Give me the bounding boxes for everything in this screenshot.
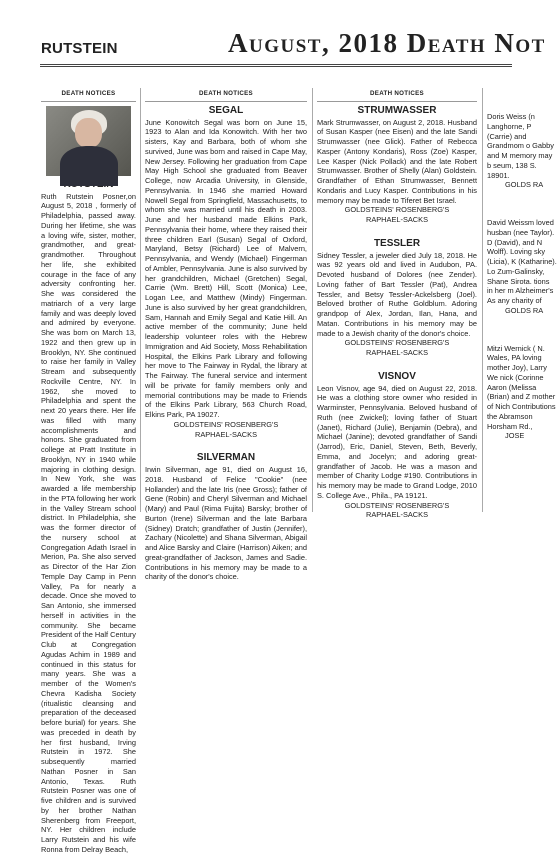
- funeral-home-line: GOLDSTEINS' ROSENBERG'S: [344, 205, 450, 215]
- funeral-home-line: RAPHAEL-SACKS: [365, 215, 429, 224]
- obituary-name-segal: SEGAL: [208, 104, 244, 116]
- portrait-photo: [46, 106, 131, 176]
- funeral-home-line: GOLDSTEINS' ROSENBERG'S: [344, 500, 450, 510]
- obituary-name-silverman: SILVERMAN: [196, 452, 256, 464]
- obituary-text-wernick: Mitzi Wernick ( N. Wales, PA loving mother Joy), Larry We nick (Corinne Aaron (Melissa (Brian) and Z mother of Nich Contributions the Abramson Horsham Rd.,: [487, 343, 556, 431]
- obituary-text-weissman: David Weissm loved husban (nee Taylor). D (David), and N Wolff). Loving sky (Licia), K (Katharine). Lo Zum-Galinsky, Shane Sirota. tions in her m Alzheimer's As any charity of: [487, 218, 557, 305]
- column-divider: [140, 88, 141, 512]
- section-label: DEATH NOTICES: [41, 88, 136, 102]
- funeral-home-line: JOSE: [505, 431, 525, 441]
- column-segal-silverman: [145, 88, 307, 582]
- page-title: August, 2018 Death Not: [228, 28, 546, 58]
- header-rule-2: [40, 66, 512, 67]
- column-partial-right: [487, 112, 557, 532]
- column-divider: [482, 88, 483, 512]
- obituary-text-tessler: Sidney Tessler, a jeweler died July 18, 2018. He was 92 years old and lived in Audubon, PA. Devoted husband of Dolores (nee Zender). Loving father of Bart Tessler (Pat), Andrea Tessler, and Betsy Tessler-Ackelsberg (Joel). Beloved brother of Ruthe Goldblum. Adoring grandpop of Alex, Jordan, Ilan, Hana, and Matan. Contributions in his memory may be made to a Jewish charity of the donor's choice.: [317, 250, 477, 338]
- obituary-name-tessler: TESSLER: [373, 237, 421, 249]
- column-divider: [312, 88, 313, 512]
- funeral-home-line: GOLDS RA: [505, 180, 544, 190]
- obituary-text-strumwasser: Mark Strumwasser, on August 2, 2018. Husband of Susan Kasper (nee Eisen) and the late Sandi Strumwasser (nee Glick). Father of Rebecca Kasper (Antony Kondaris), Ross (Zoe) Kasper, Lee Kasper (Nick Pollack) and the late Robert Strumwasser. Brother of Shelly (Alan) Goldstein. Grandfather of Ethan Strumwasser, Bennett Kondaris and Lucy Kasper. Contributions in his memory may be made to Tiferet Bet Israel.: [317, 117, 477, 205]
- header-rule: [40, 64, 512, 65]
- funeral-home-line: RAPHAEL-SACKS: [194, 429, 258, 439]
- funeral-home-line: RAPHAEL-SACKS: [365, 510, 429, 520]
- obituary-name-visnov: VISNOV: [378, 370, 416, 382]
- obituary-text-rutstein: Ruth Rutstein Posner,on August 5, 2018 , formerly of Philadelphia, passed away. During her lifetime, she was a loving wife, sister, mother, grandmother, and great-grandmother. Throughout her life, she exhibited courage in the face of any adversity confronting her. She was considered the matriarch of a very large family and was deeply loved and admired by everyone. She was born on March 13, 1922 and then grew up in Brooklyn, NY. She continued to raise her family in Valley Stream and subsequently Rockville Centre, NY. In 1962, she moved to Philadelphia and spent the next 20 years there. Her life was filled with many accomplishments and honors. She graduated from college at Pratt Institute in Brooklyn, NY in 1940 while majoring in clothing design. In New York, she was awarded a life membership in the PTA following her work in the Valley Stream school district. In Philadelphia, she was the former director of the nursery school at Congregation Adath Israel in Merion, Pa. She also served as Director of the Har Zion Temple Day Camp in Penn Valley, Pa for nearly a decade. Once she moved to San Antonio, she immersed herself in activities in the community. She became President of the Half Century Club at Congregation Agudas Achim in 1989 and continued in this status for many years. She was a member of the Women's Chevra Kadisha Society (ritualistic cleansing and preparation of the deceased before burial) for years. She was preceded in death by her first husband, Irving Rutstein in 1972. She subsequently married Nathan Posner in San Antonio, Texas. Ruth Rutstein Posner was one of five children and is survived by her brother Nathan Sherenberg from Freeport, NY. Her children include Larry Rutstein and his wife Ronna from Delray Beach,: [41, 191, 136, 854]
- column-strumwasser-tessler-visnov: [317, 88, 477, 520]
- funeral-home-line: GOLDSTEINS' ROSENBERG'S: [173, 419, 279, 429]
- page-header-name: RUTSTEIN: [41, 40, 118, 57]
- obituary-name-strumwasser: STRUMWASSER: [357, 104, 437, 116]
- obituary-text-visnov: Leon Visnov, age 94, died on August 22, 2018. He was a clothing store owner who resided in Warminster, Pennsylvania. Beloved husband of Ruth (nee Zwickel); loving father of Stuart (Janet), Richard (Julie), Benjamin (Debra), and Michael (Janine); devoted grandfather of Sandi (Jarrod), Eric, Daniel, Steven, Beth, Beverly, Emma, and Jocelyn; and adoring great-grandfather of Jacob. He was a mason and member of Charity Lodge #190. Contributions in his memory may be made to Grand Lodge, 2010 S. College Ave., Phila., PA 19121.: [317, 383, 477, 500]
- obituary-text-segal: June Konowitch Segal was born on June 15, 1923 to Alan and Ida Konowitch. With her two sisters, Kay and Barbara, both of whom she survived, June was born and raised in Cape May, New Jersey. Following her graduation from Cape May High School she graduated from Beaver College, now Arcadia University, in Glenside, Pennsylvania. In 1946 she married Howard Nowell Segal from Springfield, Massachusetts, to whom she was married until his death in 2003. June and her husband made Elkins Park, Pennsylvania their home, where they raised their three children Earl (Susan) Segal of Oxford, Maryland, Betsy (Richard) Lee of Malvern, Pennsylvania, and Wendy (Michael) Fingerman of Ambler, Pennsylvania. June is also survived by her grandchildren, Michael (Gretchen) Segal, Carrie (Wm. Brett) Hill, Scott (Monica) Lee, Logan Lee, and Matthew (Mindy) Fingerman. June is also survived by her great grandchildren, Sam, Hannah and Emily Segal and Katie Hill. An active member of the community; June held leadership volunteer roles with the Hebrew Immigration and Aid Society, Moss Rehabilitation Hospital, the Elkins Park Library and following her move to The Fairway in Rydal, the library at The Fairway. The funeral service and interment will be private for family members only and memorial contributions may be made to Friends of the Elkins Park Library, 563 Church Road, Elkins Park, PA 19027.: [145, 117, 307, 419]
- section-label: DEATH NOTICES: [145, 88, 307, 102]
- column-rutstein: [41, 88, 136, 854]
- funeral-home-line: RAPHAEL-SACKS: [365, 348, 429, 357]
- section-label: DEATH NOTICES: [317, 88, 477, 102]
- obituary-text-weiss-doris: Doris Weiss (n Langhorne, P (Carrie) and Grandmom o Gabby and M memory may b seum, 138 S. 18901.: [487, 112, 554, 180]
- funeral-home-line: GOLDS RA: [505, 305, 544, 315]
- funeral-home-line: GOLDSTEINS' ROSENBERG'S: [344, 338, 450, 348]
- obituary-text-silverman: Irwin Silverman, age 91, died on August 16, 2018. Husband of Felice "Cookie" (nee Hollander) and the late Iris (nee Gross); father of Gene (Robin) and Cheryl Silverman and Michael (Mary) and Paul (Rima Fujita) Barsky; brother of Burton (Irene) Silverman and the late Barbara (Sidney) Dratch; grandfather of Justin (Jennifer), Zachary (Nicolette) and Shana Silverman, Abigail and Alice Barsky and Claire (Harrison) Aiken; and great-grandfather of Jackson, James and Sadie. Contributions in his memory may be made to a charity of the donor's choice.: [145, 465, 307, 582]
